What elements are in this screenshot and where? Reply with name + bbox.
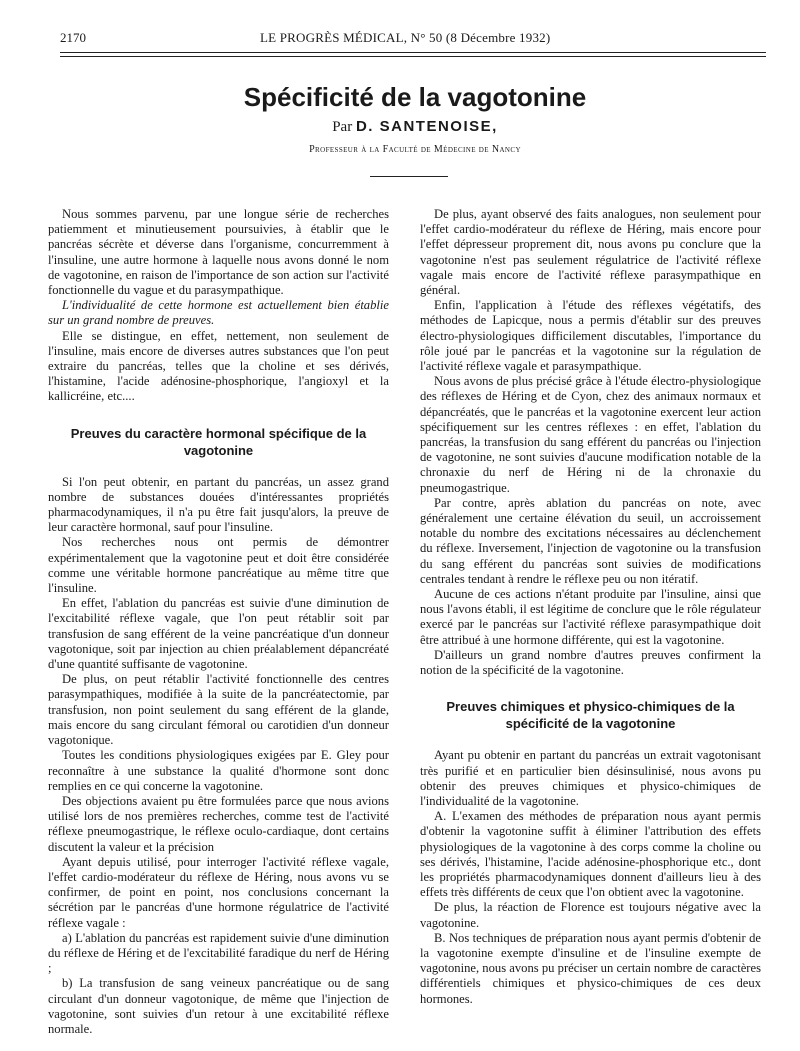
paragraph: En effet, l'ablation du pancréas est suivie d'une diminution de l'excitabilité réflexe vagale, que l'on peut rétablir soit par transfusion de sang efférent de la veine pancréatique d'un donneur vagotonique, soit par injection au chien préalablement dépancréaté d'une quantité suffisante de vagotonine. <box>48 596 389 672</box>
author-affiliation: Professeur à la Faculté de Médecine de Nancy <box>309 144 521 155</box>
paragraph: Elle se distingue, en effet, nettement, non seulement de l'insuline, mais encore de diverses autres substances que l'on peut extraire du pancréas, telles que la choline et ses dérivés, l'histamine, l'acide adénosine-phosphorique, l'angioxyl et la kallicréine, etc.... <box>48 328 389 404</box>
paragraph: L'individualité de cette hormone est actuellement bien établie sur un grand nombre de preuves. <box>48 298 389 328</box>
paragraph: De plus, ayant observé des faits analogues, non seulement pour l'effet cardio-modérateur du réflexe de Héring, mais encore pour l'effet dépresseur proprement dit, nous avons pu conclure que la vagotonine n'est pas seulement régulatrice de l'activité réflexe vagale mais encore de l'activité réflexe parasympathique en général. <box>420 207 761 298</box>
section-heading: Preuves du caractère hormonal spécifique de la vagotonine <box>70 425 367 458</box>
paragraph: Ayant pu obtenir en partant du pancréas un extrait vagotonisant très purifié et en particulier bien désinsulinisé, nous avons pu obtenir des preuves chimiques et physico-chimiques de l'individualité de la vagotonine. <box>420 748 761 808</box>
paragraph: Si l'on peut obtenir, en partant du pancréas, un assez grand nombre de substances douées d'intéressantes propriétés pharmacodynamiques, il n'a pu être fait jusqu'alors, la preuve de leur caractère hormonal, sauf pour l'insuline. <box>48 474 389 535</box>
paragraph: Aucune de ces actions n'étant produite par l'insuline, ainsi que nous l'avons établi, il est légitime de conclure que le rôle régulateur exercé par le pancréas sur l'activité réflexe parasympathique doit être attribué à une hormone différente, qui est la vagotonine. <box>420 587 761 647</box>
page-number: 2170 <box>60 30 86 45</box>
title-divider <box>370 176 448 177</box>
article-title: Spécificité de la vagotonine <box>243 82 587 112</box>
paragraph: Par contre, après ablation du pancréas on note, avec généralement une certaine élévation du seuil, un accroissement notable du nombre des excitations nécessaires au déclenchement du réflexe. Inversement, l'injection de vagotonine ou la transfusion du sang efférent du pancréas sont suivies de modifications centrales tendant à rendre le réflexe peu ou non itératif. <box>420 495 761 586</box>
paragraph: B. Nos techniques de préparation nous ayant permis d'obtenir de la vagotonine exempte d'insuline et de l'insuline exempte de vagotonine, nous avons pu préciser un certain nombre de caractères différentiels chimiques et physico-chimiques de ces deux hormones. <box>420 930 761 1006</box>
list-item: b) La transfusion de sang veineux pancréatique ou de sang circulant d'un donneur vagotonique, de même que l'injection de vagotonine, sont suivies d'un retour à une excitabilité réflexe normale. <box>48 976 389 1036</box>
byline <box>0 118 800 136</box>
byline-prefix: Par <box>332 119 353 135</box>
right-column <box>420 207 761 1007</box>
header-rule <box>60 52 766 53</box>
list-item: a) L'ablation du pancréas est rapidement suivie d'une diminution du réflexe de Héring et de l'excitabilité faradique du nerf de Héring ; <box>48 930 389 976</box>
paragraph: De plus, on peut rétablir l'activité fonctionnelle des centres parasympathiques, modifiée à la suite de la pancréatectomie, par transfusion, non point seulement du sang efférent de la glande, mais encore du sang circulant fémoral ou carotidien d'un donneur vagotonique. <box>48 672 389 748</box>
paragraph: Nos recherches nous ont permis de démontrer expérimentalement que la vagotonine peut et doit être considérée comme une véritable hormone pancréatique au même titre que l'insuline. <box>48 535 389 596</box>
author-name: D. SANTENOISE, <box>355 118 498 135</box>
paragraph: Nous avons de plus précisé grâce à l'étude électro-physiologique des réflexes de Héring et de Cyon, chez des animaux normaux et dépancréatés, que le pancréas et la vagotonine exercent leur action spécifiquement sur les centres réflexes : en effet, l'ablation du pancréas, la transfusion du sang efférent du pancréas ou l'injection de vagotonine, ne sont suivies d'aucune modification notable de la chronaxie du nerf de Héring ni de la chronaxie du pneumogastrique. <box>420 374 761 495</box>
paragraph: Nous sommes parvenu, par une longue série de recherches patiemment et minutieusement poursuivies, à établir que le pancréas sécrète et déverse dans l'organisme, concurremment à l'insuline, une autre hormone à laquelle nous avons donné le nom de vagotonine, en raison de l'importance de son action sur l'activité fonctionnelle du vague et du parasympathique. <box>48 207 389 298</box>
section-heading: Preuves chimiques et physico-chimiques de la spécificité de la vagotonine <box>446 699 735 732</box>
header-rule-double <box>60 56 766 57</box>
journal-title: LE PROGRÈS MÉDICAL, N° 50 (8 Décembre 1932) <box>260 30 551 45</box>
running-head <box>60 30 766 48</box>
paragraph: Des objections avaient pu être formulées parce que nous avions utilisé lors de nos premières recherches, comme test de l'activité réflexe pneumogastrique, le réflexe oculo-cardiaque, dont certains discutent la valeur et la précision <box>48 793 389 854</box>
paragraph: Ayant depuis utilisé, pour interroger l'activité réflexe vagale, l'effet cardio-modérateur du réflexe de Héring, nous avons vu se confirmer, de point en point, nos conclusions concernant la sécrétion par le pancréas d'une hormone régulatrice de l'activité réflexe vagale : <box>48 854 389 930</box>
paragraph: A. L'examen des méthodes de préparation nous ayant permis d'obtenir la vagotonine suffit à éliminer l'attribution des effets physiologiques de la vagotonine à des corps comme la choline ou ses dérivés, l'histamine, l'acide adénosine-phosphorique etc., dont les propriétés pharmacodynamiques donnent d'ailleurs lieu à des effets très différents de ceux que l'on obtient avec la vagotonine. <box>420 809 761 900</box>
paragraph: Enfin, l'application à l'étude des réflexes végétatifs, des méthodes de Lapicque, nous a permis d'établir sur des preuves électro-physiologiques difficilement discutables, l'importance du rôle joué par le pancréas et la vagotonine sur la régulation de l'activité réflexe vagale et parasympathique. <box>420 298 761 374</box>
left-column <box>48 207 389 1037</box>
paragraph: D'ailleurs un grand nombre d'autres preuves confirment la notion de la spécificité de la vagotonine. <box>420 647 761 678</box>
paragraph: De plus, la réaction de Florence est toujours négative avec la vagotonine. <box>420 900 761 930</box>
paragraph: Toutes les conditions physiologiques exigées par E. Gley pour reconnaître à une substance la qualité d'hormone sont donc remplies en ce qui concerne la vagotonine. <box>48 748 389 793</box>
